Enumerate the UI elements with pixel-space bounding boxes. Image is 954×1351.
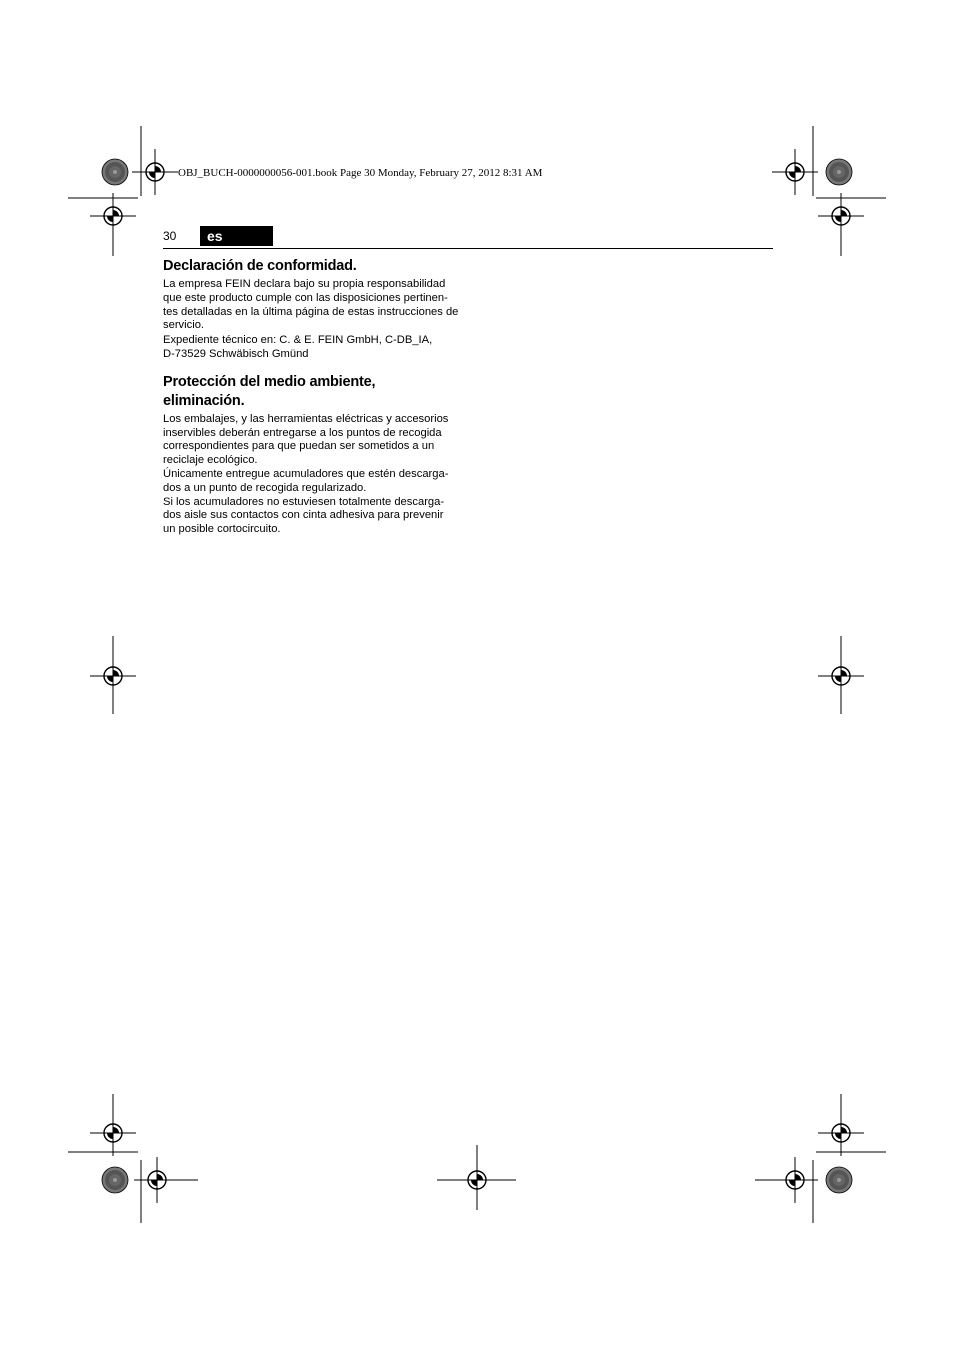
registration-mark	[772, 1157, 818, 1203]
section-heading: Declaración de conformidad.	[163, 258, 357, 274]
color-target-bottom-right	[826, 1167, 852, 1193]
page-header	[163, 226, 773, 249]
color-target-bottom-left	[102, 1167, 128, 1193]
page-number: 30	[163, 229, 177, 243]
paragraph: Si los acumuladores no estuviesen totalmente descarga- dos aisle sus contactos con cinta adhesiva para prevenir un posible cortocircuito.	[163, 495, 445, 536]
paragraph: Únicamente entregue acumuladores que estén descarga- dos a un punto de recogida regularizado.	[163, 467, 449, 494]
registration-mark	[772, 149, 818, 195]
registration-mark	[818, 1110, 864, 1156]
color-target-top-right	[826, 159, 852, 185]
section-heading: Protección del medio ambiente, eliminación.	[163, 373, 376, 409]
registration-mark	[90, 1110, 136, 1156]
section-environment	[163, 373, 463, 537]
registration-mark	[90, 193, 136, 239]
paragraph: Expediente técnico en: C. & E. FEIN GmbH, C-DB_IA, D-73529 Schwäbisch Gmünd	[163, 334, 433, 360]
page-content	[163, 257, 463, 537]
paragraph: Los embalajes, y las herramientas eléctricas y accesorios inservibles deberán entregarse a los puntos de recogida correspondientes para que puedan ser sometidos a un reciclaje ecológico.	[163, 412, 449, 467]
paragraph: La empresa FEIN declara bajo su propia responsabilidad que este producto cumple con las disposiciones pertinen- tes detalladas en la última página de estas instrucciones de servicio.	[163, 278, 459, 332]
language-tab: es	[200, 226, 273, 246]
registration-mark	[132, 149, 178, 195]
color-target-top-left	[102, 159, 128, 185]
registration-mark	[818, 193, 864, 239]
print-slug-line: OBJ_BUCH-0000000056-001.book Page 30 Monday, February 27, 2012 8:31 AM	[178, 167, 543, 179]
section-declaration	[163, 257, 463, 362]
